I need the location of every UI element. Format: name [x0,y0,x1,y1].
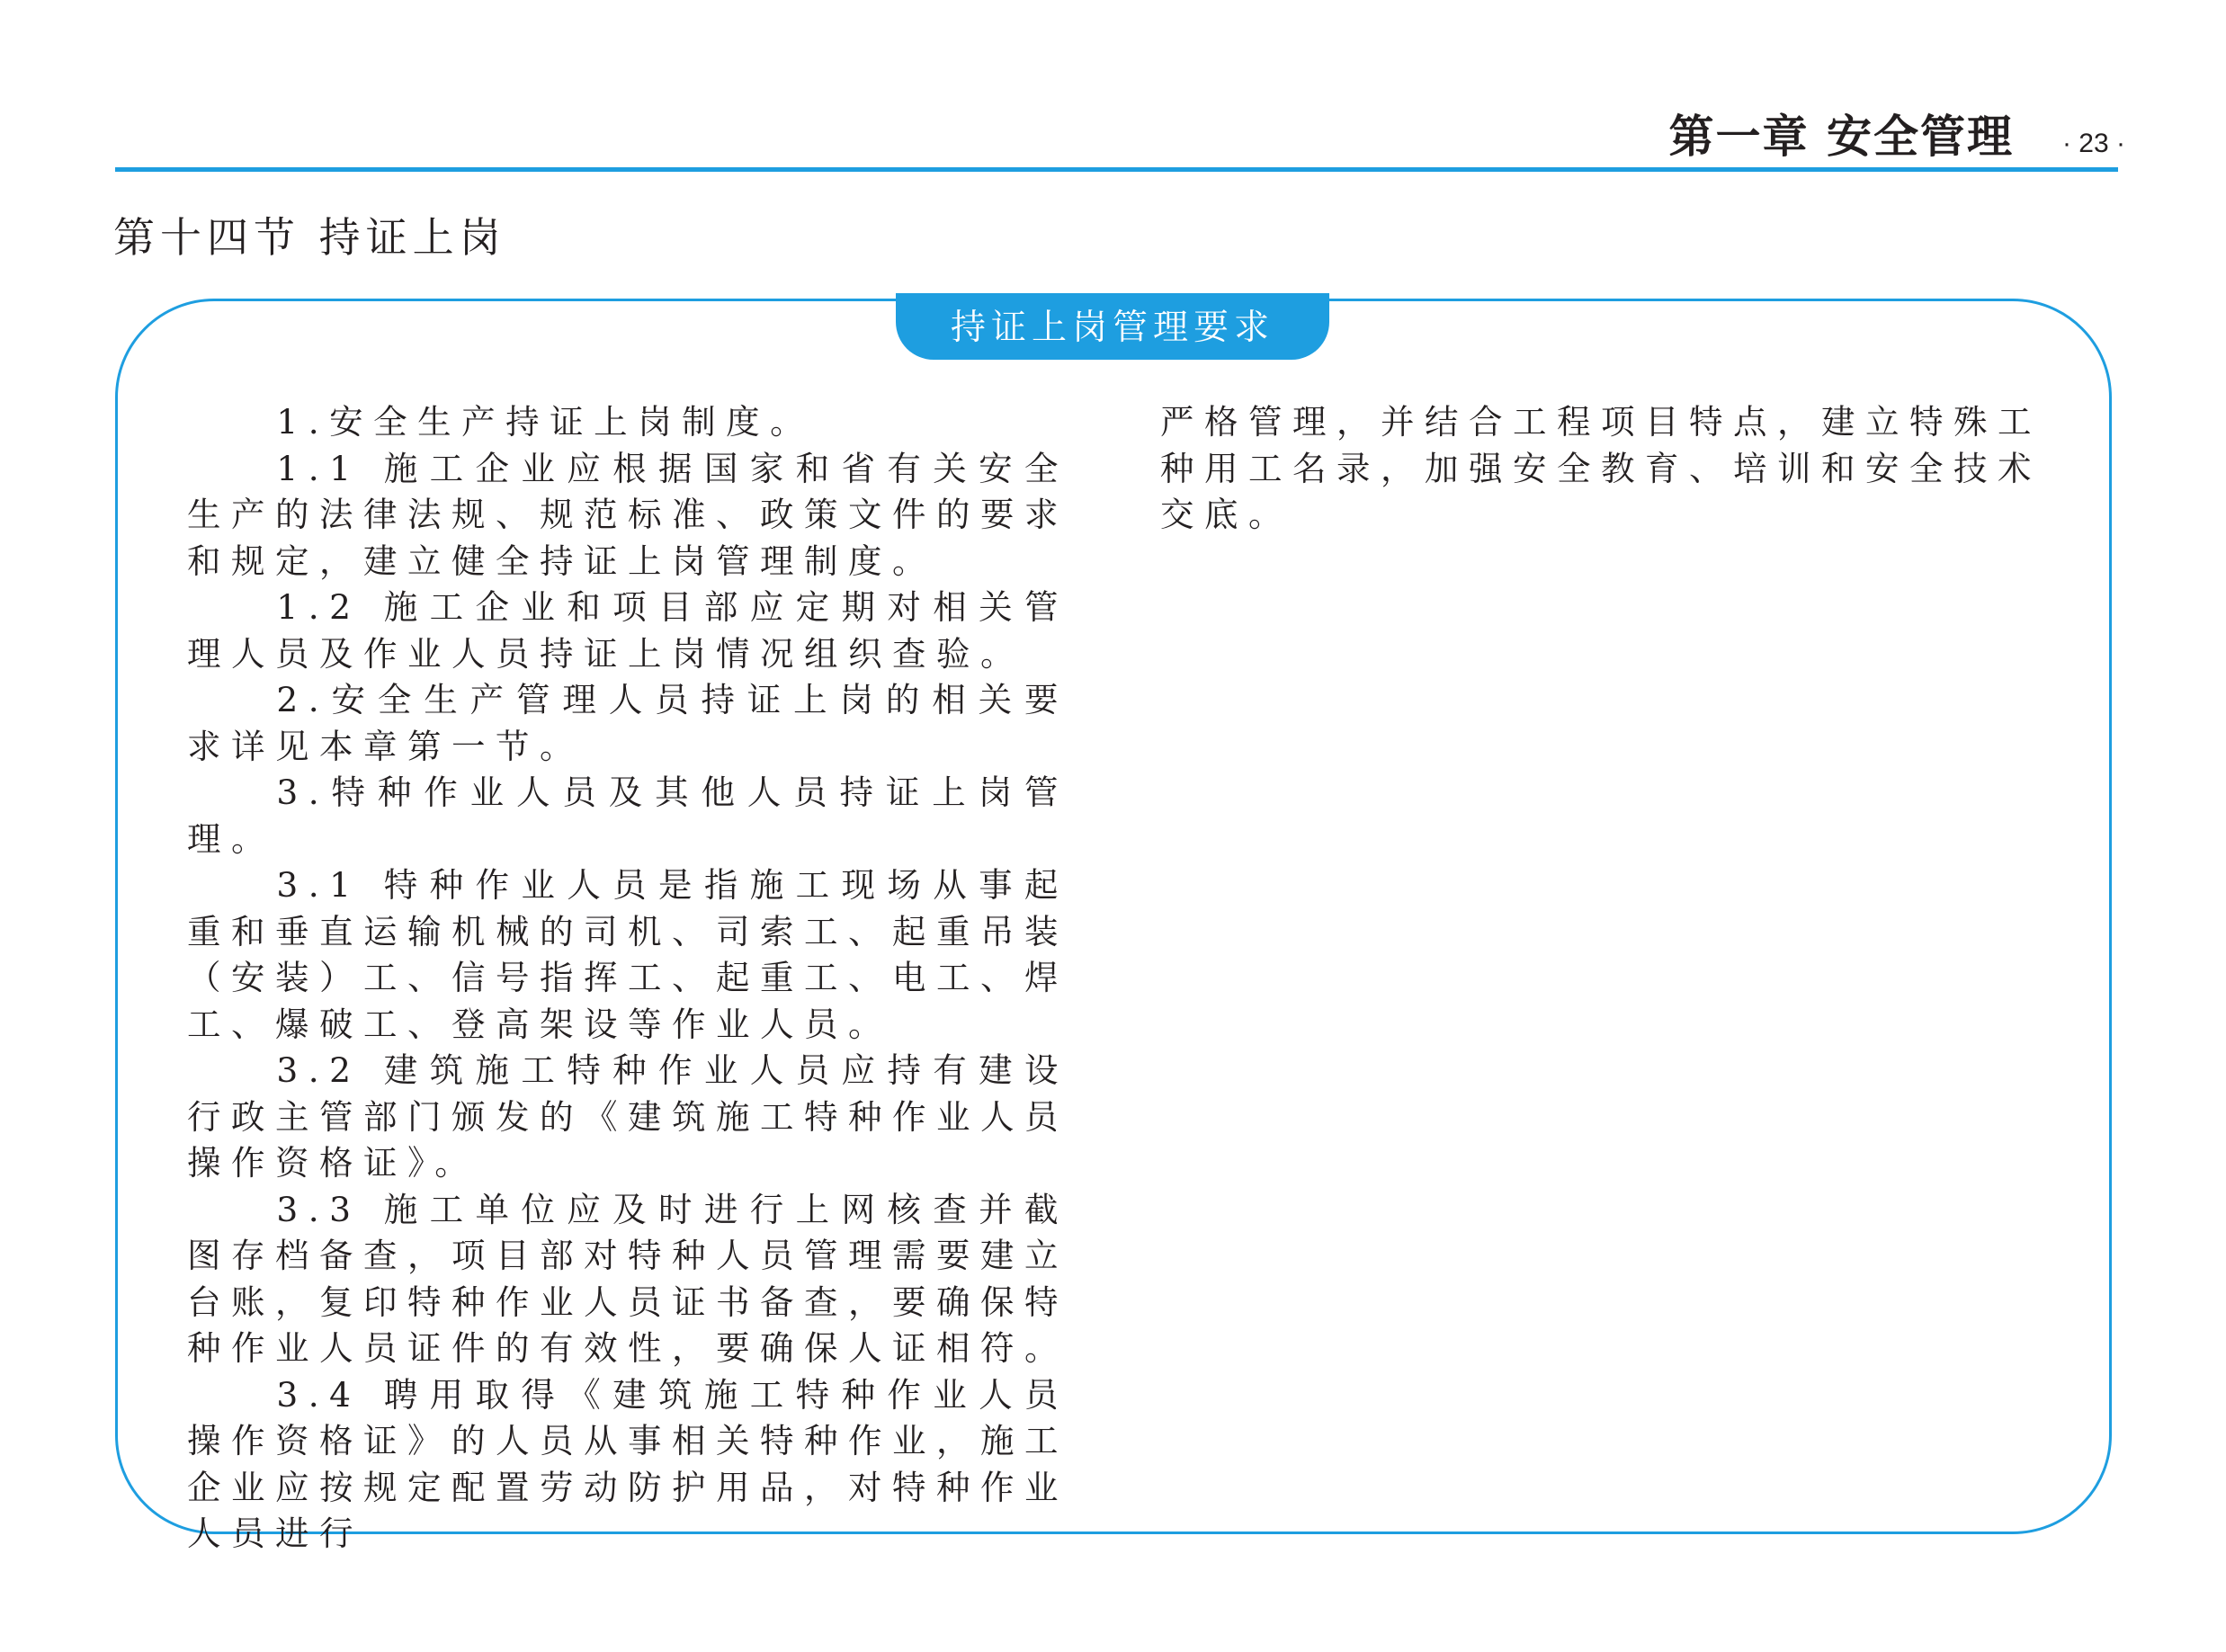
running-head [1669,101,2125,165]
paragraph: 3.2 建筑施工特种作业人员应持有建设行政主管部门颁发的《建筑施工特种作业人员操作资格证》。 [187,1050,1068,1183]
paragraph: 1.安全生产持证上岗制度。 [276,402,815,442]
paragraph: 3.3 施工单位应及时进行上网核查并截图存档备查，项目部对特种人员管理需要建立台账，复印特种作业人员证书备查，要确保特种作业人员证件的有效性，要确保人证相符。 [187,1189,1068,1368]
header-rule [115,167,2118,172]
paragraph: 3.特种作业人员及其他人员持证上岗管理。 [187,772,1068,859]
chapter-title: 第一章 安全管理 [1668,111,2014,163]
paragraph: 3.4 聘用取得《建筑施工特种作业人员操作资格证》的人员从事相关特种作业，施工企业应按规定配置劳动防护用品，对特种作业人员进行 [187,1374,1068,1553]
left-column [187,399,1068,1558]
paragraph: 2.安全生产管理人员持证上岗的相关要求详见本章第一节。 [187,680,1068,766]
paragraph: 3.1 特种作业人员是指施工现场从事起重和垂直运输机械的司机、司索工、起重吊装（安装）工、信号指挥工、起重工、电工、焊工、爆破工、登高架设等作业人员。 [187,865,1068,1044]
paragraph: 1.1 施工企业应根据国家和省有关安全生产的法律法规、规范标准、政策文件的要求和规定，建立健全持证上岗管理制度。 [187,448,1068,581]
paragraph: 1.2 施工企业和项目部应定期对相关管理人员及作业人员持证上岗情况组织查验。 [187,587,1068,674]
right-column [1160,399,2042,539]
page-number: · 23 · [2061,129,2125,158]
paragraph-continuation: 严格管理，并结合工程项目特点，建立特殊工种用工名录，加强安全教育、培训和安全技术交底。 [1160,402,2042,534]
box-title-tab: 持证上岗管理要求 [896,293,1329,360]
section-title: 第十四节 持证上岗 [113,213,506,262]
